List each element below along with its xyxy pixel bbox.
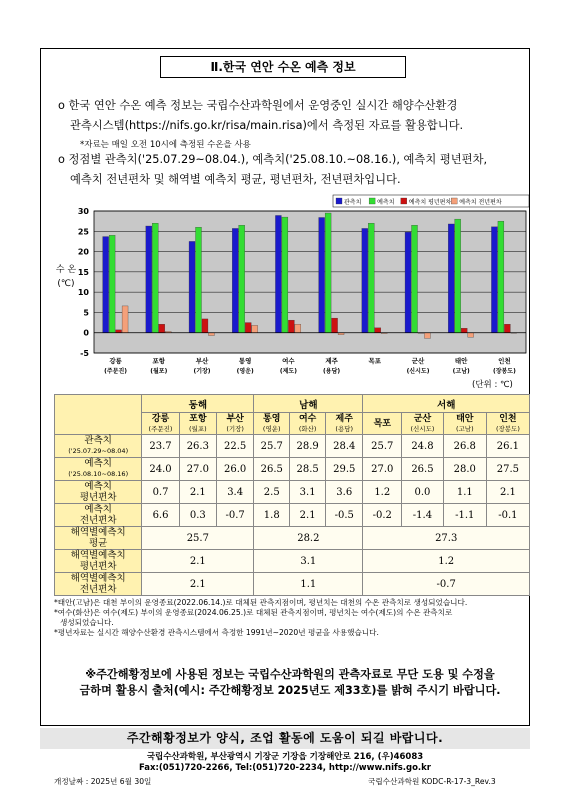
bar xyxy=(252,325,258,332)
intro-bullet-1-line-1: o 한국 연안 수온 예측 정보는 국립수산과학원에서 운영중인 실시간 해양수산환경 xyxy=(58,99,458,112)
bar xyxy=(245,323,251,333)
station-subname: (월포) xyxy=(189,424,207,433)
table-cell: -1.4 xyxy=(402,504,444,527)
bar xyxy=(116,330,122,333)
station-header xyxy=(216,413,253,435)
bar xyxy=(448,224,454,333)
station-subname: (기장) xyxy=(226,424,244,433)
legend-swatch xyxy=(369,198,375,204)
bar xyxy=(288,320,294,333)
region-cell: 3.1 xyxy=(254,550,363,573)
bar xyxy=(375,328,381,333)
y-tick-label: 20 xyxy=(77,247,89,257)
y-tick-label: 5 xyxy=(83,308,89,318)
region-row-label: 해역별예측치 xyxy=(70,573,126,584)
station-name: 통영 xyxy=(263,413,281,424)
table-row xyxy=(55,504,530,527)
region-cell: 2.1 xyxy=(142,573,254,596)
footnote-2-continued: 생성되었습니다. xyxy=(60,618,114,627)
station-subname: (화산) xyxy=(298,424,317,433)
table-cell: 2.1 xyxy=(290,504,326,527)
table-cell: 3.1 xyxy=(290,481,326,504)
table-cell: 23.7 xyxy=(142,435,179,458)
closing-banner: 주간해황정보가 양식, 조업 활동에 도움이 되길 바랍니다. xyxy=(40,728,530,749)
x-tick-sublabel: (고남) xyxy=(452,368,470,375)
station-header xyxy=(290,413,326,435)
footnote-2: *여수(화산)은 여수(제도) 부이의 운영종료(2024.06.25.)로 대체된 관측지점이며, 평년치는 여수(제도)의 수온 관측치로 xyxy=(54,608,453,617)
bar xyxy=(412,225,418,333)
water-temperature-chart xyxy=(56,193,534,383)
region-row-label-2: 전년편차 xyxy=(79,584,117,595)
bar xyxy=(239,225,245,333)
station-name: 강릉 xyxy=(151,413,170,424)
table-cell: -0.1 xyxy=(486,504,529,527)
row-label-2: 전년편차 xyxy=(79,515,117,526)
station-header xyxy=(254,413,290,435)
row-label-2: 평년편차 xyxy=(79,492,117,503)
table-cell: -0.7 xyxy=(216,504,253,527)
table-cell: 26.5 xyxy=(254,458,290,481)
y-axis-unit: (℃) xyxy=(57,279,75,289)
region-row-header xyxy=(55,527,142,550)
region-table-row xyxy=(55,573,530,596)
table-cell: 24.8 xyxy=(402,435,444,458)
table-cell: -0.5 xyxy=(326,504,363,527)
section-title: Ⅱ.한국 연안 수온 예측 정보 xyxy=(160,56,406,78)
bar xyxy=(275,215,281,332)
table-cell: 0.7 xyxy=(142,481,179,504)
bar xyxy=(122,306,128,333)
institution-contact: Fax:(051)720-2266, Tel:(051)720-2234, http://www.nifs.go.kr xyxy=(139,763,431,773)
legend-swatch xyxy=(336,198,342,204)
table-cell: 25.7 xyxy=(363,435,402,458)
region-cell: -0.7 xyxy=(363,573,530,596)
row-header xyxy=(55,481,142,504)
region-row-label-2: 평년편차 xyxy=(79,561,117,572)
unit-label: (단위 : ℃) xyxy=(472,380,513,390)
bar xyxy=(424,333,430,339)
revision-date: 개정날짜 : 2025년 6월 30일 xyxy=(54,777,152,786)
bar xyxy=(362,228,368,332)
station-name: 목포 xyxy=(373,418,391,429)
x-tick-label: 군산 xyxy=(411,357,425,365)
table-cell: 27.5 xyxy=(486,458,529,481)
y-tick-label: 30 xyxy=(77,207,89,216)
x-tick-label: 여수 xyxy=(282,357,295,365)
x-tick-sublabel: (영운) xyxy=(236,368,254,375)
region-cell: 1.1 xyxy=(254,573,363,596)
station-subname: (영운) xyxy=(262,424,281,433)
bar xyxy=(368,223,374,333)
document-code: 국립수산과학원 KODC-R-17-3_Rev.3 xyxy=(368,777,496,786)
x-tick-label: 태안 xyxy=(454,357,468,365)
footnote-1: *태안(고남)은 대천 부이의 운영종료(2022.06.14.)로 대체된 관측지점이며, 평년치는 대천의 수온 관측치로 생성되었습니다. xyxy=(54,598,468,607)
region-cell: 2.1 xyxy=(142,550,254,573)
bar xyxy=(455,219,461,333)
x-tick-label: 포항 xyxy=(152,357,166,365)
table-cell: 24.0 xyxy=(142,458,179,481)
table-cell: 26.0 xyxy=(216,458,253,481)
legend-swatch xyxy=(451,198,457,204)
footnotes xyxy=(54,598,532,638)
y-tick-label: 25 xyxy=(77,227,89,237)
x-tick-sublabel: (월포) xyxy=(150,368,168,375)
x-tick-sublabel: (장봉도) xyxy=(492,368,516,375)
bar xyxy=(189,241,195,332)
table-cell: 27.0 xyxy=(363,458,402,481)
station-name: 태안 xyxy=(456,413,474,424)
bar xyxy=(208,333,214,336)
intro-bullet-2-line-1: o 정점별 관측치('25.07.29~08.04.), 예측치('25.08.10.~08.16.), 예측치 평년편차, xyxy=(58,153,488,166)
x-tick-label: 강릉 xyxy=(109,357,122,365)
table-cell: -0.2 xyxy=(363,504,402,527)
table-cell: 25.7 xyxy=(254,435,290,458)
station-subname: (용담) xyxy=(335,424,354,433)
bar xyxy=(159,324,165,333)
bar xyxy=(332,318,338,333)
x-tick-sublabel: (주문진) xyxy=(104,368,128,375)
region-table-row xyxy=(55,550,530,573)
station-subname: (장봉도) xyxy=(495,424,520,433)
table-cell: 3.4 xyxy=(216,481,253,504)
table-cell: 26.5 xyxy=(402,458,444,481)
temperature-table xyxy=(54,394,530,596)
legend-label: 예측치 xyxy=(377,199,395,206)
bar xyxy=(202,319,208,333)
row-label: 예측치 xyxy=(84,481,112,492)
row-period: ('25.08.10~08.16) xyxy=(68,470,129,478)
station-name: 포항 xyxy=(189,413,207,424)
station-header xyxy=(402,413,444,435)
table-cell: 29.5 xyxy=(326,458,363,481)
usage-warning-line-1: ※주간해황정보에 사용된 정보는 국립수산과학원의 관측자료로 무단 도용 및 수정을 xyxy=(85,668,495,681)
row-header xyxy=(55,435,142,458)
bar xyxy=(146,226,152,333)
legend-label: 예측치 평년편차 xyxy=(408,199,452,206)
intro-bullet-1-line-2: 관측시스템(https://nifs.go.kr/risa/main.risa)에서 측정된 자료를 활용합니다. xyxy=(70,119,464,132)
table-cell: 28.0 xyxy=(443,458,486,481)
table-cell: 0.3 xyxy=(179,504,216,527)
y-axis-label: 수 온 xyxy=(56,265,77,275)
station-name: 제주 xyxy=(335,413,353,424)
region-row-label: 해역별예측치 xyxy=(70,550,126,561)
x-tick-sublabel: (용담) xyxy=(323,368,341,375)
table-cell: 6.6 xyxy=(142,504,179,527)
bar xyxy=(295,324,301,333)
x-tick-sublabel: (기장) xyxy=(193,368,211,375)
bar xyxy=(109,235,115,332)
region-row-label: 해역별예측치 xyxy=(70,527,126,538)
table-cell: 28.9 xyxy=(290,435,326,458)
legend-label: 예측치 전년편차 xyxy=(459,199,502,206)
region-header-west: 서해 xyxy=(363,395,530,413)
intro-bullet-2-line-2: 예측치 전년편차 및 해역별 예측치 평균, 평년편차, 전년편차입니다. xyxy=(70,173,401,186)
bar xyxy=(468,333,474,337)
region-cell: 1.2 xyxy=(363,550,530,573)
usage-warning-line-2: 금하며 활용시 출처(예시: 주간해황정보 2025년도 제33호)를 밝혀 주시기 바랍니다. xyxy=(79,684,501,697)
table-row xyxy=(55,458,530,481)
region-cell: 28.2 xyxy=(254,527,363,550)
station-name: 여수 xyxy=(298,413,317,424)
station-name: 인천 xyxy=(499,413,517,424)
station-name: 부산 xyxy=(226,413,244,424)
row-label: 예측치 xyxy=(84,504,112,515)
x-tick-label: 목포 xyxy=(368,357,382,365)
bar xyxy=(232,228,238,332)
station-header xyxy=(443,413,486,435)
y-tick-label: 10 xyxy=(77,288,89,298)
institution-info xyxy=(40,752,530,774)
row-label: 예측치 xyxy=(84,458,112,469)
x-tick-sublabel: (신시도) xyxy=(406,368,430,375)
region-header-south: 남해 xyxy=(254,395,363,413)
bar xyxy=(504,324,510,333)
legend-swatch xyxy=(401,198,407,204)
bar xyxy=(491,227,497,333)
station-header xyxy=(179,413,216,435)
table-cell: 2.5 xyxy=(254,481,290,504)
region-row-label-2: 평균 xyxy=(89,538,108,549)
table-cell: 3.6 xyxy=(326,481,363,504)
row-period: ('25.07.29~08.04) xyxy=(68,447,129,455)
y-tick-label: -5 xyxy=(80,349,89,358)
region-row-header xyxy=(55,550,142,573)
table-cell: 26.3 xyxy=(179,435,216,458)
table-cell: 26.8 xyxy=(443,435,486,458)
station-subname: (신시도) xyxy=(410,424,435,433)
table-cell: 28.4 xyxy=(326,435,363,458)
table-corner xyxy=(55,395,142,435)
bar xyxy=(282,217,288,333)
table-row xyxy=(55,481,530,504)
region-header-east: 동해 xyxy=(142,395,254,413)
y-tick-label: 15 xyxy=(77,267,89,277)
legend-label: 관측치 xyxy=(344,199,362,206)
bar xyxy=(405,232,411,333)
bar xyxy=(152,223,158,333)
bar xyxy=(103,237,109,333)
bar xyxy=(196,227,202,332)
table-cell: 2.1 xyxy=(179,481,216,504)
table-cell: 1.8 xyxy=(254,504,290,527)
station-header xyxy=(326,413,363,435)
table-cell: 1.1 xyxy=(443,481,486,504)
x-tick-label: 제주 xyxy=(325,357,338,365)
institution-address: 국립수산과학원, 부산광역시 기장군 기장읍 기장해안로 216, (우)46083 xyxy=(146,752,424,762)
bar xyxy=(498,221,504,333)
region-table-row xyxy=(55,527,530,550)
x-tick-label: 통영 xyxy=(238,357,252,365)
table-cell: 1.2 xyxy=(363,481,402,504)
usage-warning xyxy=(50,667,530,699)
row-header xyxy=(55,458,142,481)
table-cell: 27.0 xyxy=(179,458,216,481)
table-cell: 22.5 xyxy=(216,435,253,458)
bar xyxy=(319,217,325,332)
table-cell: 26.1 xyxy=(486,435,529,458)
row-header xyxy=(55,504,142,527)
footnote-3: *평년자료는 실시간 해양수산환경 관측시스템에서 측정한 1991년~2020년 평균을 사용했습니다. xyxy=(54,628,379,637)
region-cell: 27.3 xyxy=(363,527,530,550)
station-subname: (고남) xyxy=(455,424,474,433)
table-row xyxy=(55,435,530,458)
station-header xyxy=(363,413,402,435)
table-cell: -1.1 xyxy=(443,504,486,527)
y-tick-label: 0 xyxy=(83,328,89,338)
x-tick-label: 인천 xyxy=(498,357,511,365)
region-row-header xyxy=(55,573,142,596)
intro-note: *자료는 매일 오전 10시에 측정된 수온을 사용 xyxy=(80,140,251,150)
region-cell: 25.7 xyxy=(142,527,254,550)
x-tick-label: 부산 xyxy=(195,357,209,365)
station-subname: (주문진) xyxy=(148,424,173,433)
station-header xyxy=(486,413,529,435)
bar xyxy=(325,213,331,333)
station-name: 군산 xyxy=(413,413,432,424)
x-tick-sublabel: (제도) xyxy=(279,368,297,375)
chart-legend xyxy=(333,195,529,207)
table-cell: 0.0 xyxy=(402,481,444,504)
bar xyxy=(461,328,467,332)
station-header xyxy=(142,413,179,435)
chart-container xyxy=(56,193,534,395)
table-cell: 2.1 xyxy=(486,481,529,504)
table-cell: 28.5 xyxy=(290,458,326,481)
row-label: 관측치 xyxy=(84,435,112,446)
